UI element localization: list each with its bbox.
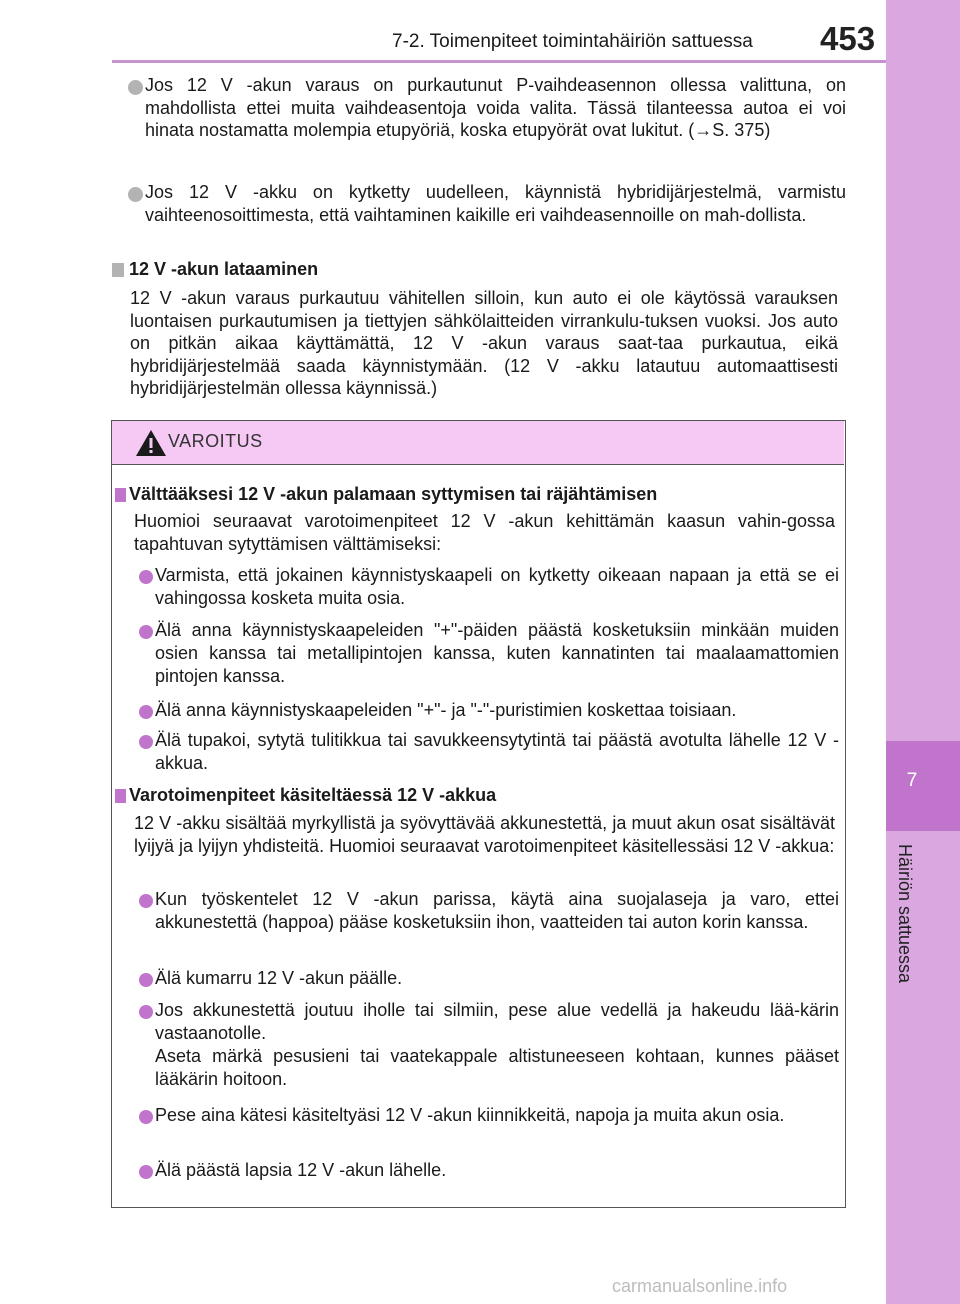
section-square-icon	[112, 263, 124, 277]
bullet-text: Älä anna käynnistyskaapeleiden "+"- ja "-"-puristimien koskettaa toisiaan.	[155, 700, 737, 720]
section-square-icon	[115, 789, 126, 803]
bullet-text: Älä päästä lapsia 12 V -akun lähelle.	[155, 1160, 447, 1180]
section-paragraph: 12 V -akku sisältää myrkyllistä ja syövyttävää akkunestettä, ja muut akun osat sisältävät lyijyä ja lyijyn yhdisteitä. Huomioi seuraavat varotoimenpiteet käsitellessäsi 12 V -akkua:	[134, 813, 835, 856]
warning-header	[112, 421, 844, 465]
header-divider	[112, 60, 886, 63]
bullet-text: Kun työskentelet 12 V -akun parissa, käytä aina suojalaseja ja varo, ettei akkunestettä (happoa) pääse kosketuksiin ihon, vaatteiden tai auton korin kanssa.	[155, 889, 839, 932]
section-paragraph: Huomioi seuraavat varotoimenpiteet 12 V -akun kehittämän kaasun vahin-gossa tapahtuvan sytyttämisen välttämiseksi:	[134, 511, 835, 554]
bullet-dot-icon	[139, 735, 153, 749]
bullet-dot-icon	[139, 570, 153, 584]
bullet-text: Jos akkunestettä joutuu iholle tai silmiin, pese alue vedellä ja hakeudu lää-kärin vastaanotolle. Aseta märkä pesusieni tai vaatekappale altistuneeseen kohtaan, kunnes pääset lääkärin hoitoon.	[155, 1000, 839, 1089]
warning-title: VAROITUS	[168, 431, 263, 451]
page-number: 453	[820, 20, 876, 57]
warning-box	[111, 420, 846, 1208]
bullet-dot-icon	[128, 187, 143, 202]
bullet-text: Älä tupakoi, sytytä tulitikkua tai savukkeensytytintä tai päästä avotulta lähelle 12 V -akkua.	[155, 730, 839, 773]
bullet-text: Jos 12 V -akku on kytketty uudelleen, käynnistä hybridijärjestelmä, varmistu vaihteenosoittimesta, että vaihtaminen kaikille eri vaihdeasennoille on mah-dollista.	[145, 182, 846, 225]
bullet-dot-icon	[139, 1110, 153, 1124]
site-watermark: carmanualsonline.info	[612, 1276, 788, 1296]
chapter-thumb-tab	[886, 0, 960, 1304]
section-square-icon	[115, 488, 126, 502]
bullet-dot-icon	[128, 80, 143, 95]
warning-triangle-icon	[134, 427, 168, 459]
chapter-label: Häiriön sattuessa	[895, 844, 915, 984]
bullet-text: Älä kumarru 12 V -akun päälle.	[155, 968, 403, 988]
bullet-dot-icon	[139, 1005, 153, 1019]
bullet-dot-icon	[139, 973, 153, 987]
section-heading: Varotoimenpiteet käsiteltäessä 12 V -akkua	[129, 785, 497, 805]
bullet-text: Varmista, että jokainen käynnistyskaapeli on kytketty oikeaan napaan ja että se ei vahingossa kosketa muita osia.	[155, 565, 839, 608]
bullet-dot-icon	[139, 705, 153, 719]
bullet-text: Älä anna käynnistyskaapeleiden "+"-päiden päästä kosketuksiin minkään muiden osien kanssa tai metallipintojen kanssa, kuten kannatinten tai maalaamattomien pintojen kanssa.	[155, 620, 839, 686]
bullet-text: Pese aina kätesi käsiteltyäsi 12 V -akun kiinnikkeitä, napoja ja muita akun osia.	[155, 1105, 785, 1125]
bullet-dot-icon	[139, 1165, 153, 1179]
chapter-number: 7	[906, 770, 918, 791]
charging-paragraph: 12 V -akun varaus purkautuu vähitellen silloin, kun auto ei ole käytössä varauksen luontaisen purkautumisen ja tiettyjen sähkölaitteiden virrankulu-tuksen vuoksi. Jos auto on pitkän aikaa käyttämättä, 12 V -akun varaus saat-taa purkautua, eikä hybridijärjestelmää saada käynnistymään. (12 V -akku latautuu automaattisesti hybridijärjestelmän ollessa käynnissä.)	[130, 288, 838, 399]
bullet-dot-icon	[139, 625, 153, 639]
chapter-section-title: 7-2. Toimenpiteet toimintahäiriön sattuessa	[392, 31, 753, 52]
bullet-text: Jos 12 V -akun varaus on purkautunut P-vaihdeasennon ollessa valittuna, on mahdollista ettei muita vaihdeasentoja voida valita. Tässä tilanteessa autoa ei voi hinata nostamatta molempia etupyöriä, koska etupyörät ovat lukitut. (→S. 375)	[145, 75, 846, 141]
section-heading: 12 V -akun lataaminen	[129, 259, 319, 279]
section-heading: Välttääksesi 12 V -akun palamaan syttymisen tai räjähtämisen	[129, 484, 658, 504]
page-header	[0, 0, 886, 64]
bullet-dot-icon	[139, 894, 153, 908]
